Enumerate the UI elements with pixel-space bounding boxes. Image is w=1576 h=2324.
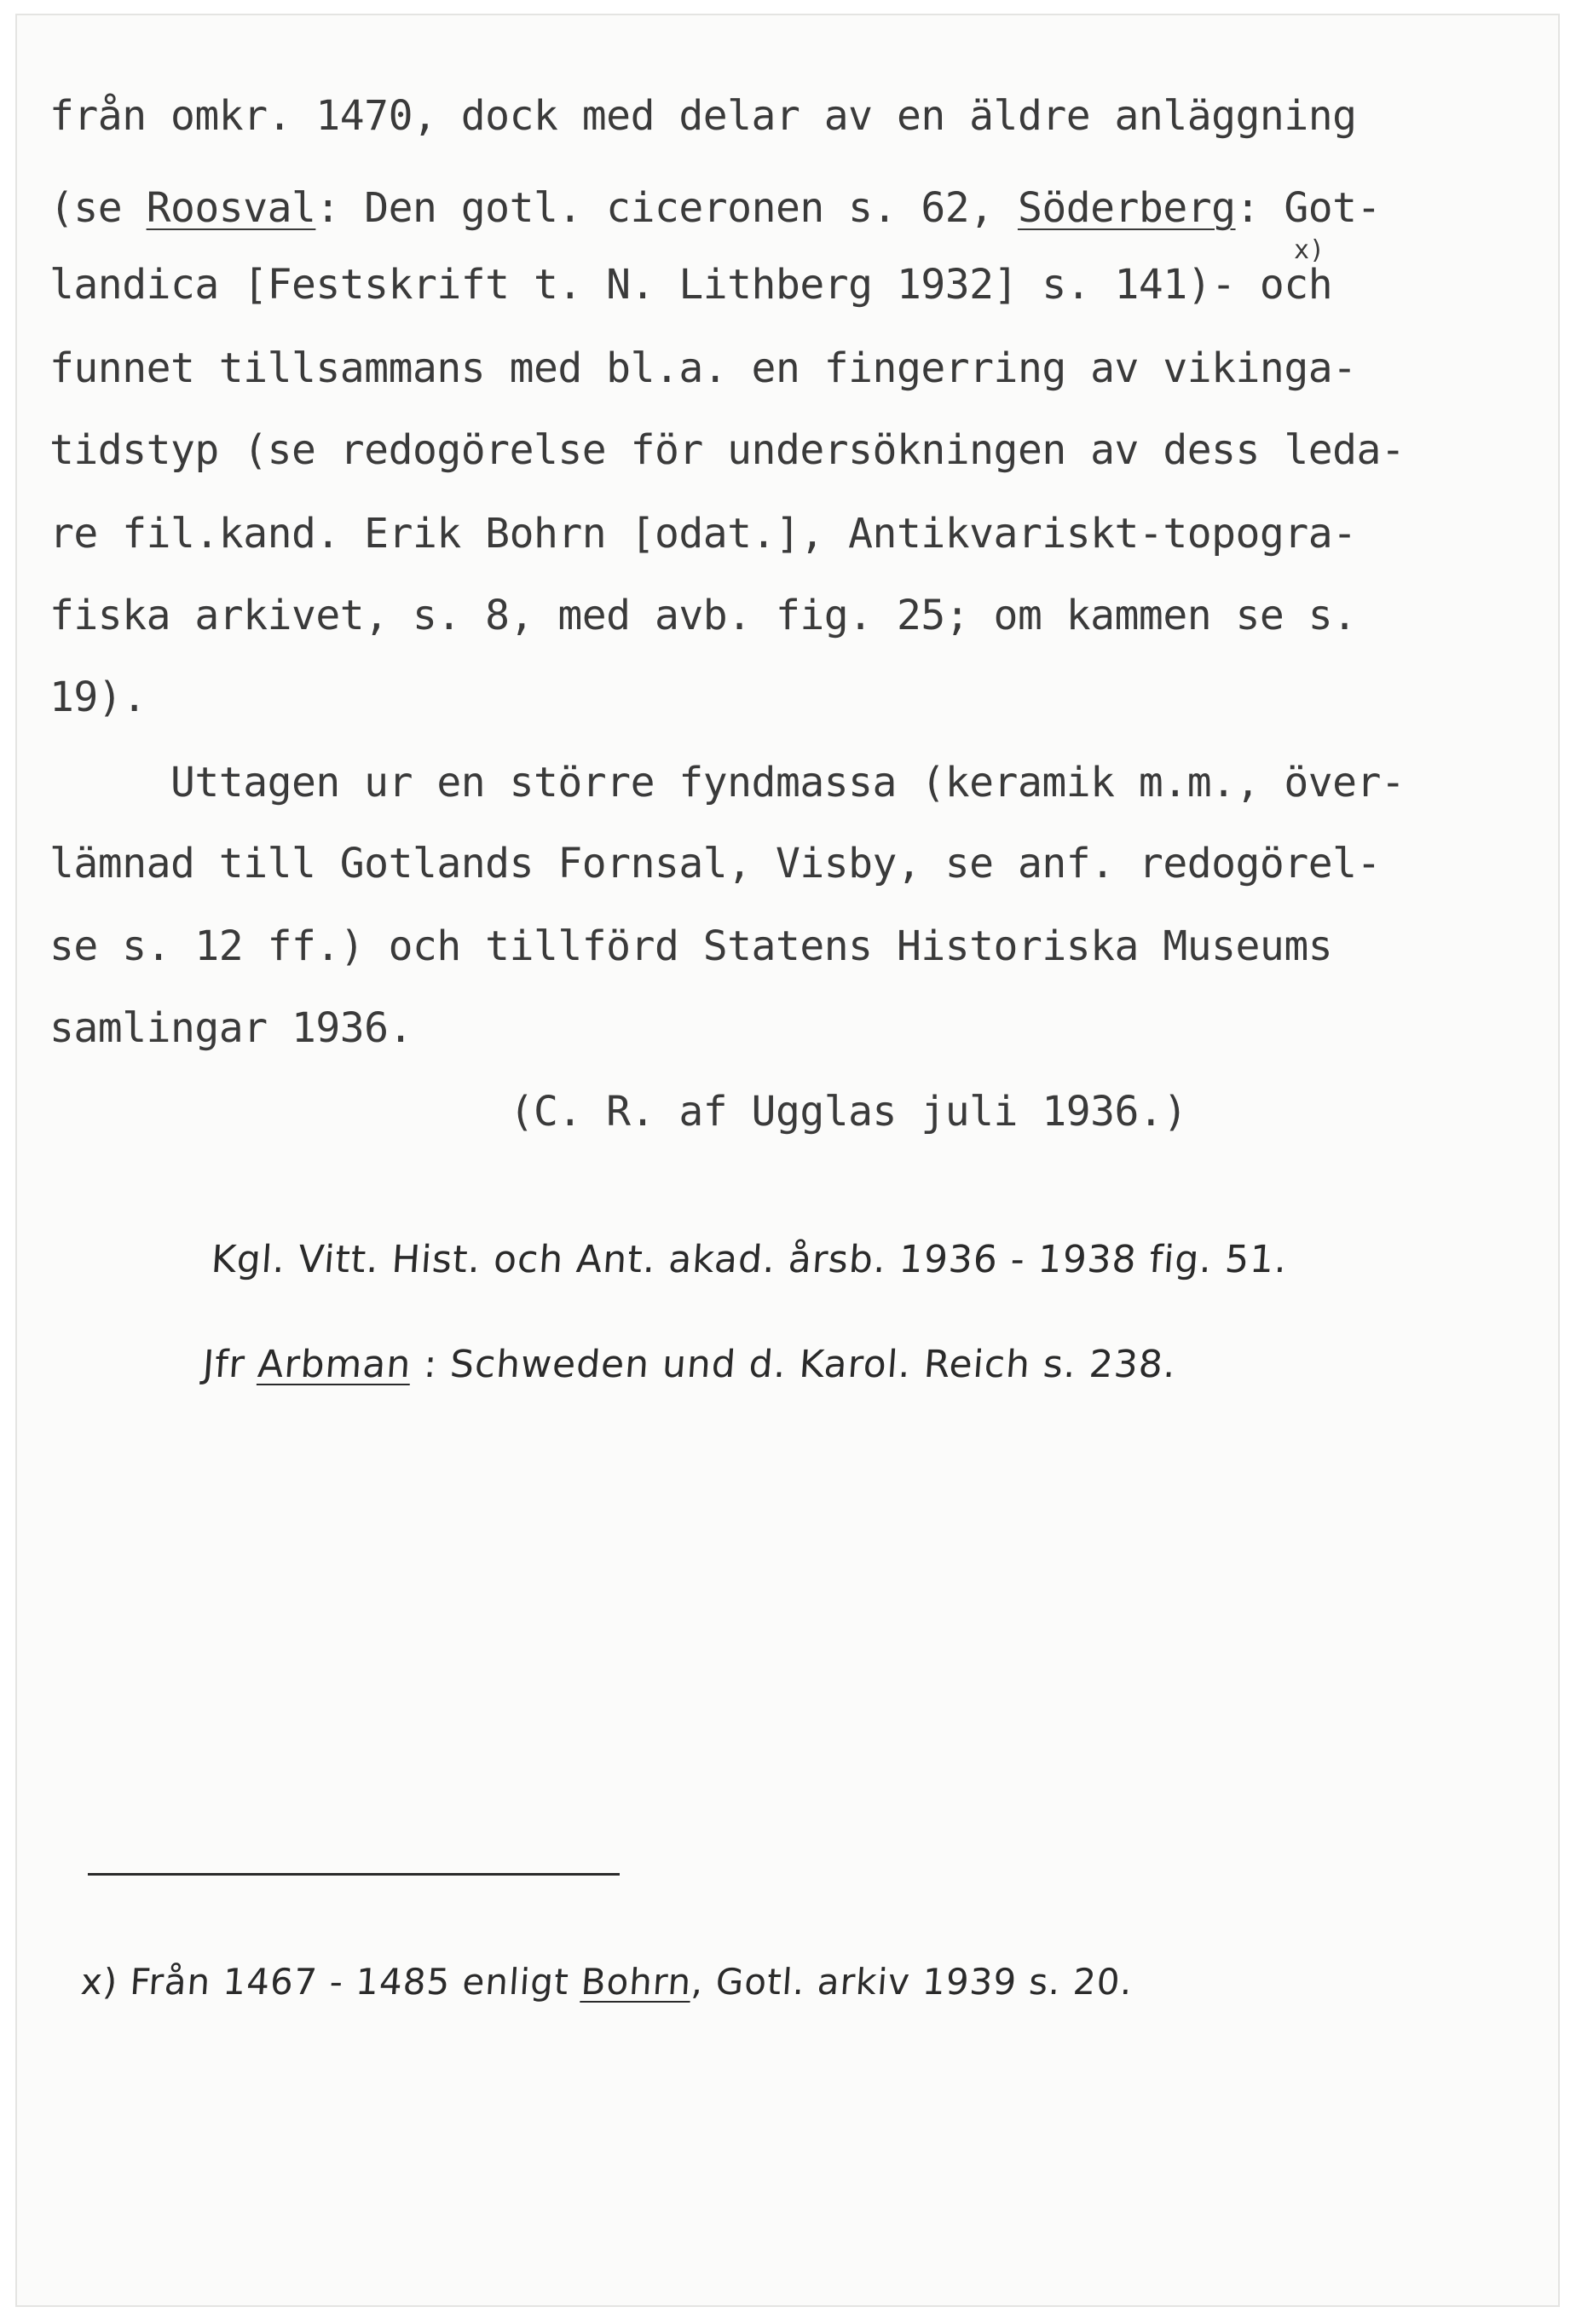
handwritten-reference-1: Kgl. Vitt. Hist. och Ant. akad. årsb. 1936 - 1938 fig. 51. (210, 1238, 1290, 1281)
hand-jfr: Jfr (201, 1343, 260, 1386)
handwritten-reference-2 (201, 1343, 1177, 1386)
typed-line-2-pre: (se (49, 184, 147, 232)
hand-footnote-rest: , Gotl. arkiv 1939 s. 20. (690, 1961, 1134, 2003)
author-soderberg: Söderberg (1017, 184, 1236, 232)
typed-line-2-mid: : Den gotl. ciceronen s. 62, (315, 184, 1018, 232)
typed-line-2-post: : Got- (1235, 184, 1381, 232)
typed-line-5: tidstyp (se redogörelse för undersökningen av dess leda- (49, 426, 1406, 474)
typed-line-2 (49, 184, 1381, 232)
hand-author-arbman: Arbman (256, 1343, 413, 1386)
typed-line-10: lämnad till Gotlands Fornsal, Visby, se anf. redogörel- (49, 840, 1381, 887)
typed-line-4: funnet tillsammans med bl.a. en fingerring av vikinga- (49, 344, 1357, 392)
typed-line-9: Uttagen ur en större fyndmassa (keramik m.m., över- (49, 759, 1406, 806)
hand-footnote-pre: x) Från 1467 - 1485 enligt (79, 1961, 583, 2003)
typed-line-6: re fil.kand. Erik Bohrn [odat.], Antikvariskt-topogra- (49, 510, 1357, 558)
typed-line-3: landica [Festskrift t. N. Lithberg 1932] s. 141)- och (49, 261, 1333, 309)
footnote-marker: x) (1294, 235, 1325, 265)
typed-line-13-signature: (C. R. af Ugglas juli 1936.) (49, 1088, 1187, 1136)
author-roosval: Roosval (146, 184, 316, 232)
hand-author-bohrn: Bohrn (580, 1961, 693, 2003)
hand-ref2-rest: : Schweden und d. Karol. Reich s. 238. (409, 1343, 1178, 1386)
typed-line-8: 19). (49, 673, 147, 721)
typed-line-7: fiska arkivet, s. 8, med avb. fig. 25; om kammen se s. (49, 592, 1357, 639)
typed-line-11: se s. 12 ff.) och tillförd Statens Historiska Museums (49, 922, 1333, 970)
typed-line-12: samlingar 1936. (49, 1004, 413, 1052)
handwritten-footnote (79, 1961, 1134, 2003)
footnote-rule (88, 1873, 620, 1876)
typed-line-1: från omkr. 1470, dock med delar av en äldre anläggning (49, 92, 1357, 140)
